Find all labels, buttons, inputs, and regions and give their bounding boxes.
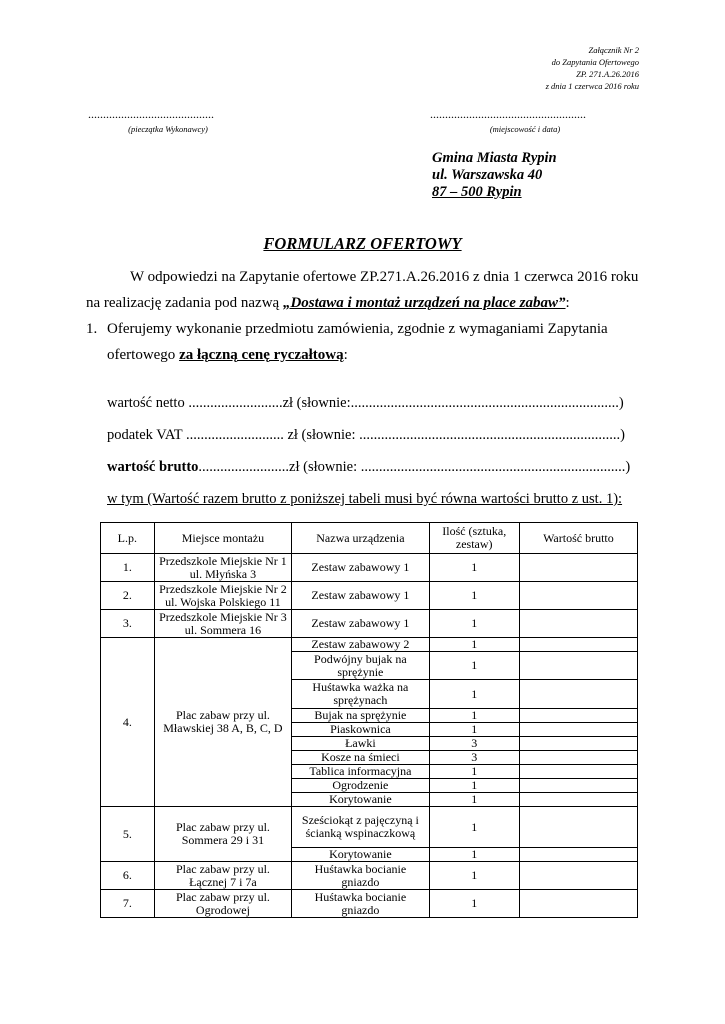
- annex-header: [389, 44, 639, 92]
- qty-cell: 1: [429, 709, 519, 723]
- header-cell: Wartość brutto: [519, 523, 637, 554]
- qty-cell: 1: [429, 807, 519, 848]
- lp-cell: 2.: [101, 582, 155, 610]
- table-row: [101, 638, 638, 652]
- table-row: [101, 610, 638, 638]
- qty-cell: 3: [429, 751, 519, 765]
- qty-cell: 1: [429, 890, 519, 918]
- gross-value-cell[interactable]: [519, 554, 637, 582]
- device-cell: Korytowanie: [292, 793, 429, 807]
- gross-value-label: wartość brutto: [107, 459, 199, 475]
- point-1-line-1: Oferujemy wykonanie przedmiotu zamówienia, zgodnie z wymaganiami Zapytania: [107, 321, 608, 337]
- qty-cell: 1: [429, 793, 519, 807]
- place-date-dotted-line[interactable]: ....................................................: [430, 107, 586, 121]
- device-cell: Huśtawka ważka na sprężynach: [292, 680, 429, 709]
- qty-cell: 1: [429, 848, 519, 862]
- gross-value-cell[interactable]: [519, 890, 637, 918]
- device-cell: Huśtawka bocianie gniazdo: [292, 890, 429, 918]
- point-1-line-2: [107, 342, 348, 368]
- stamp-caption: (pieczątka Wykonawcy): [128, 124, 208, 134]
- gross-value-cell[interactable]: [519, 807, 637, 848]
- intro-text: na realizację zadania pod nazwą: [86, 295, 283, 311]
- page-title: FORMULARZ OFERTOWY: [263, 234, 462, 253]
- qty-cell: 1: [429, 680, 519, 709]
- place-date-caption: (miejscowość i data): [489, 124, 561, 134]
- lp-cell: 3.: [101, 610, 155, 638]
- place-cell: Plac zabaw przy ul. Ogrodowej: [154, 890, 291, 918]
- table-header-row: [101, 523, 638, 554]
- device-cell: Podwójny bujak na sprężynie: [292, 652, 429, 680]
- net-value-field[interactable]: wartość netto ..........................zł (słownie:..........................................................................): [107, 395, 624, 411]
- intro-line-1: W odpowiedzi na Zapytanie ofertowe ZP.271.A.26.2016 z dnia 1 czerwca 2016 roku: [130, 269, 639, 285]
- gross-value-cell[interactable]: [519, 862, 637, 890]
- gross-value-cell[interactable]: [519, 737, 637, 751]
- device-cell: Kosze na śmieci: [292, 751, 429, 765]
- stamp-dotted-line[interactable]: ..........................................: [88, 107, 214, 121]
- qty-cell: 1: [429, 582, 519, 610]
- gross-value-cell[interactable]: [519, 751, 637, 765]
- header-cell: Nazwa urządzenia: [292, 523, 429, 554]
- gross-value-field[interactable]: [107, 459, 630, 476]
- gross-value-cell[interactable]: [519, 610, 637, 638]
- gross-value-dots: .........................zł (słownie: .........................................................................): [198, 459, 631, 475]
- gross-value-cell[interactable]: [519, 709, 637, 723]
- place-cell: Plac zabaw przy ul. Sommera 29 i 31: [154, 807, 291, 862]
- qty-cell: 1: [429, 638, 519, 652]
- annex-line: do Zapytania Ofertowego: [551, 57, 639, 67]
- gross-value-cell[interactable]: [519, 723, 637, 737]
- gross-value-cell[interactable]: [519, 638, 637, 652]
- table-row: [101, 890, 638, 918]
- table-row: [101, 862, 638, 890]
- device-cell: Bujak na sprężynie: [292, 709, 429, 723]
- lp-cell: 4.: [101, 638, 155, 807]
- device-cell: Huśtawka bocianie gniazdo: [292, 862, 429, 890]
- header-cell: Miejsce montażu: [154, 523, 291, 554]
- place-cell: Plac zabaw przy ul. Mławskiej 38 A, B, C, D: [154, 638, 291, 807]
- lp-cell: 1.: [101, 554, 155, 582]
- annex-line: z dnia 1 czerwca 2016 roku: [545, 81, 639, 91]
- qty-cell: 1: [429, 779, 519, 793]
- table-row: [101, 807, 638, 848]
- addressee-line: 87 – 500 Rypin: [432, 184, 522, 200]
- device-cell: Ławki: [292, 737, 429, 751]
- lp-cell: 5.: [101, 807, 155, 862]
- lp-cell: 7.: [101, 890, 155, 918]
- table-note: w tym (Wartość razem brutto z poniższej tabeli musi być równa wartości brutto z ust. 1):: [107, 491, 623, 507]
- qty-cell: 1: [429, 862, 519, 890]
- header-cell: L.p.: [101, 523, 155, 554]
- qty-cell: 3: [429, 737, 519, 751]
- qty-cell: 1: [429, 610, 519, 638]
- gross-value-cell[interactable]: [519, 680, 637, 709]
- point-1-text: ofertowego: [107, 347, 180, 363]
- table-row: [101, 554, 638, 582]
- qty-cell: 1: [429, 652, 519, 680]
- gross-value-cell[interactable]: [519, 793, 637, 807]
- device-cell: Sześciokąt z pajęczyną i ścianką wspinaczkową: [292, 807, 429, 848]
- place-cell: Przedszkole Miejskie Nr 3 ul. Sommera 16: [154, 610, 291, 638]
- device-cell: Piaskownica: [292, 723, 429, 737]
- offer-table: [100, 522, 638, 918]
- addressee-line: Gmina Miasta Rypin: [432, 150, 557, 166]
- device-cell: Korytowanie: [292, 848, 429, 862]
- device-cell: Zestaw zabawowy 1: [292, 610, 429, 638]
- qty-cell: 1: [429, 723, 519, 737]
- point-1-number: 1.: [86, 321, 98, 337]
- annex-line: ZP. 271.A.26.2016: [576, 69, 639, 79]
- gross-value-cell[interactable]: [519, 582, 637, 610]
- device-cell: Tablica informacyjna: [292, 765, 429, 779]
- lump-sum-price: za łączną cenę ryczałtową: [179, 347, 344, 363]
- gross-value-cell[interactable]: [519, 765, 637, 779]
- task-name: „Dostawa i montaż urządzeń na place zabaw”: [282, 295, 566, 311]
- device-cell: Zestaw zabawowy 2: [292, 638, 429, 652]
- qty-cell: 1: [429, 765, 519, 779]
- vat-field[interactable]: podatek VAT ........................... zł (słownie: ........................................................................): [107, 427, 625, 443]
- addressee-block: [432, 150, 557, 201]
- lp-cell: 6.: [101, 862, 155, 890]
- gross-value-cell[interactable]: [519, 652, 637, 680]
- place-cell: Przedszkole Miejskie Nr 2 ul. Wojska Polskiego 11: [154, 582, 291, 610]
- qty-cell: 1: [429, 554, 519, 582]
- table-row: [101, 582, 638, 610]
- gross-value-cell[interactable]: [519, 779, 637, 793]
- device-cell: Ogrodzenie: [292, 779, 429, 793]
- device-cell: Zestaw zabawowy 1: [292, 554, 429, 582]
- device-cell: Zestaw zabawowy 1: [292, 582, 429, 610]
- addressee-line: ul. Warszawska 40: [432, 167, 543, 183]
- gross-value-cell[interactable]: [519, 848, 637, 862]
- header-cell: Ilość (sztuka, zestaw): [429, 523, 519, 554]
- place-cell: Plac zabaw przy ul. Łącznej 7 i 7a: [154, 862, 291, 890]
- place-cell: Przedszkole Miejskie Nr 1 ul. Młyńska 3: [154, 554, 291, 582]
- intro-line-2: [86, 290, 570, 316]
- annex-line: Załącznik Nr 2: [588, 45, 639, 55]
- point-1-colon: :: [343, 347, 348, 363]
- intro-colon: :: [565, 295, 570, 311]
